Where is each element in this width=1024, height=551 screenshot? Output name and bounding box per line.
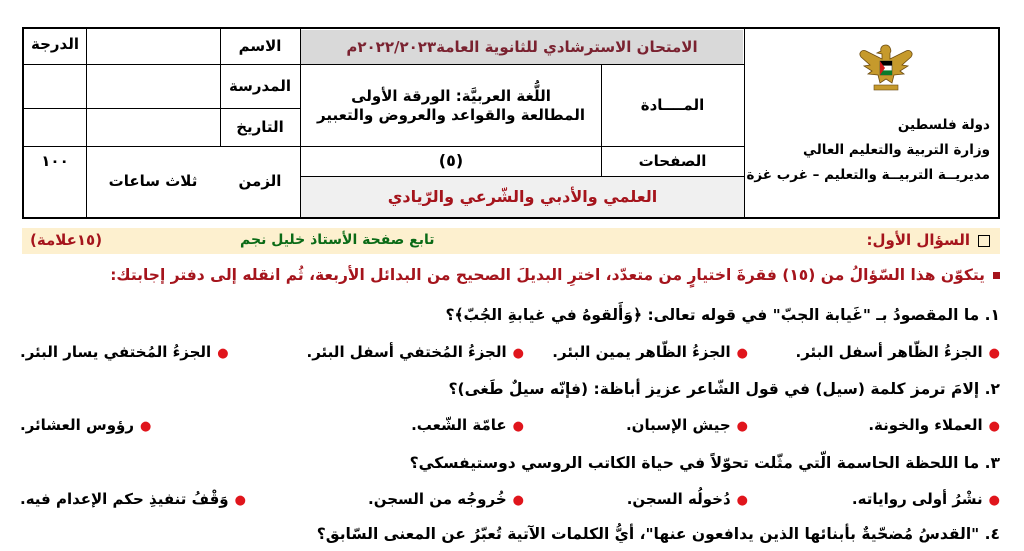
ministry-logo-area (746, 29, 1000, 217)
question-2-options (20, 416, 1000, 440)
option: ●وَقْفُ تنفيذِ حكم الإعدام فيه. (20, 490, 246, 508)
bullet-icon: ● (988, 493, 1000, 508)
pages-value: (٥) (438, 151, 464, 170)
question-3: ٣. ما اللحظة الحاسمة الّتي مثّلت تحوّلاً في حياة الكاتب الروسي دوستيفسكي؟ (409, 454, 1000, 472)
bullet-icon: ● (512, 493, 524, 508)
option: ●الجزءُ المُختفي أسفل البئر. (306, 343, 524, 361)
time-label: الزمن (238, 172, 282, 191)
bullet-icon: ● (988, 419, 1000, 434)
subject-value-line1: اللُّغة العربيَّة: الورقة الأولى (351, 86, 551, 105)
bullet-icon: ● (217, 346, 229, 361)
grade-label: الدرجة (31, 34, 79, 53)
option: ●الجزءُ الظّاهر أسفل البئر. (795, 343, 1000, 361)
subject-label: المــــادة (640, 95, 705, 114)
exam-title: الامتحان الاسترشادي للثانوية العامة٢٠٢٢/٢٠٢٣م (301, 30, 743, 64)
option: ●دُخولُه السجن. (626, 490, 748, 508)
question-title: السؤال الأول: (867, 231, 990, 249)
palestine-eagle-emblem-icon (856, 39, 916, 97)
name-label: الاسم (238, 37, 282, 56)
exam-header-table (22, 27, 1000, 219)
option: ●نشْرُ أولى رواياته. (851, 490, 1000, 508)
bullet-icon: ● (736, 346, 748, 361)
subject-value-line2: المطالعة والقواعد والعروض والتعبير (317, 105, 585, 124)
square-bullet-icon (993, 272, 1000, 279)
question-header-bar (22, 228, 1000, 254)
question-2: ٢. إلامَ ترمز كلمة (سيل) في قول الشّاعر عزيز أباظة: (فإنّه سيلٌ طَغى)؟ (448, 380, 1000, 398)
bullet-icon: ● (736, 419, 748, 434)
question-1: ١. ما المقصودُ بـ "غَيابة الجبّ" في قوله تعالى: ﴿وَأَلقوهُ في غيابةِ الجُبّ﴾؟ (445, 306, 1000, 324)
checkbox-icon (978, 235, 990, 247)
question-4: ٤. "القدسُ مُضحّيةٌ بأبنائها الذين يدافعون عنها"، أيُّ الكلمات الآتية تُعبّرُ عن المعنى السّابق؟ (316, 525, 1000, 543)
bullet-icon: ● (736, 493, 748, 508)
option: ●جيش الإسبان. (625, 416, 748, 434)
subject-value (301, 65, 601, 146)
grade-value: ١٠٠ (41, 151, 69, 170)
bullet-icon: ● (988, 346, 1000, 361)
streams-value: العلمي والأدبي والشّرعي والرّيادي (301, 177, 744, 217)
bullet-icon: ● (512, 346, 524, 361)
bullet-icon: ● (140, 419, 152, 434)
option: ●رؤوس العشائر. (20, 416, 152, 434)
option: ●عامّة الشّعب. (411, 416, 524, 434)
directorate-name: مديريــة التربيــة والتعليم – غرب غزة (746, 167, 990, 183)
question-3-options (20, 490, 1000, 514)
question-1-options (20, 343, 1000, 367)
option: ●الجزءُ الظّاهر يمين البئر. (552, 343, 748, 361)
option: ●الجزءُ المُختفي يسار البئر. (20, 343, 229, 361)
bullet-icon: ● (512, 419, 524, 434)
follow-page-note: تابع صفحة الأستاذ خليل نجم (240, 232, 435, 248)
ministry-name: وزارة التربية والتعليم العالي (803, 142, 990, 158)
pages-label: الصفحات (638, 151, 707, 170)
option: ●العملاء والخونة. (868, 416, 1000, 434)
instruction-text: يتكوّن هذا السّؤالُ من (١٥) فقرةَ اختيارٍ من متعدّد، اخترِ البديلَ الصحيح من البدائل الأربعة، ثُم انقله إلى دفتر إجابتك: (110, 266, 1000, 284)
date-label: التاريخ (236, 117, 284, 136)
time-value: ثلاث ساعات (108, 172, 198, 191)
option: ●خُروجُه من السجن. (368, 490, 524, 508)
bullet-icon: ● (234, 493, 246, 508)
question-marks: (١٥علامة) (30, 231, 103, 249)
state-name: دولة فلسطين (897, 117, 990, 133)
school-label: المدرسة (229, 76, 291, 95)
